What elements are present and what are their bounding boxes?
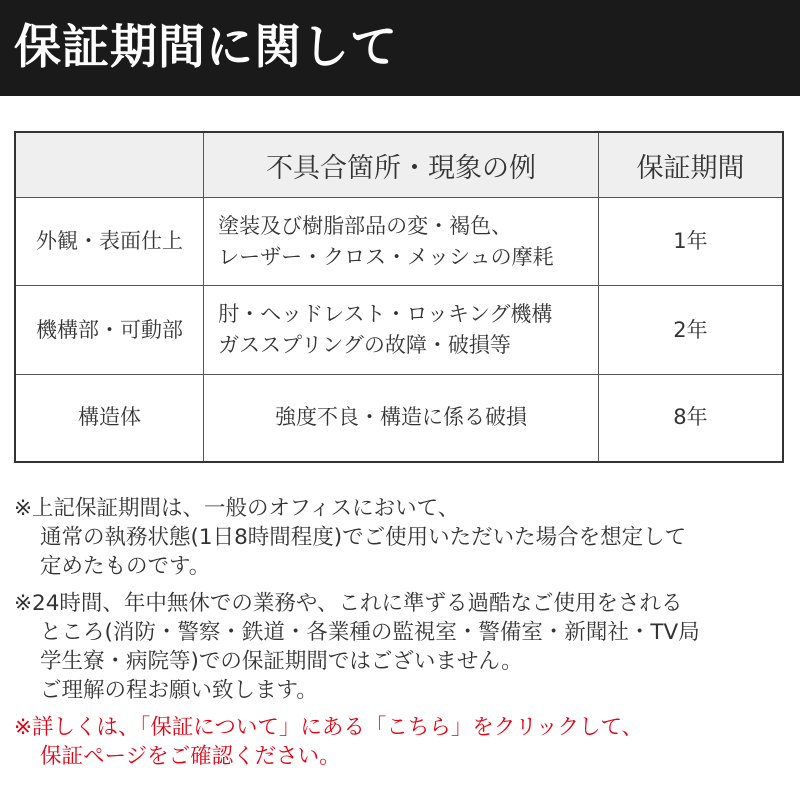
row-examples — [204, 198, 599, 286]
row-period: 1年 — [598, 198, 783, 286]
note-line: ※上記保証期間は、一般のオフィスにおいて、 — [14, 496, 460, 521]
row-examples — [204, 286, 599, 375]
header-examples: 不具合箇所・現象の例 — [204, 132, 599, 198]
note-usage-assumption — [14, 494, 794, 581]
example-line: 塗装及び樹脂部品の変・褐色、 — [218, 213, 513, 238]
row-category: 外観・表面仕上 — [15, 198, 204, 286]
note-line: ※24時間、年中無休での業務や、これに準ずる過酷なご使用をされる — [14, 591, 683, 616]
header-period: 保証期間 — [598, 132, 783, 198]
table-row — [15, 198, 783, 286]
row-period: 2年 — [598, 286, 783, 375]
note-line: ところ(消防・警察・鉄道・各業種の監視室・警備室・新聞社・TV局 — [40, 620, 700, 645]
note-line: ※詳しくは、「保証について」にある「こちら」をクリックして、 — [14, 715, 644, 740]
example-line: 肘・ヘッドレスト・ロッキング機構 — [218, 302, 553, 326]
example-line: ガススプリングの故障・破損等 — [218, 333, 511, 357]
note-exclusions — [14, 589, 794, 705]
table-header-row — [15, 132, 783, 198]
title-banner — [0, 0, 800, 96]
row-category: 構造体 — [15, 375, 204, 462]
page-title: 保証期間に関して — [14, 20, 398, 75]
row-category: 機構部・可動部 — [15, 286, 204, 375]
table-row — [15, 286, 783, 375]
note-details-link — [14, 713, 794, 771]
table-row — [15, 375, 783, 462]
warranty-table — [14, 131, 784, 463]
note-line: ご理解の程お願い致します。 — [40, 678, 318, 703]
row-examples — [204, 375, 599, 462]
note-line: 保証ページをご確認ください。 — [40, 744, 341, 769]
note-line: 定めたものです。 — [40, 554, 211, 579]
note-line: 学生寮・病院等)での保証期間ではございません。 — [40, 649, 523, 674]
notes — [14, 494, 794, 779]
note-line: 通常の執務状態(1日8時間程度)でご使用いただいた場合を想定して — [40, 525, 687, 550]
example-line: レーザー・クロス・メッシュの摩耗 — [218, 244, 554, 269]
header-category — [15, 132, 204, 198]
example-line: 強度不良・構造に係る破損 — [275, 405, 528, 430]
row-period: 8年 — [598, 375, 783, 462]
